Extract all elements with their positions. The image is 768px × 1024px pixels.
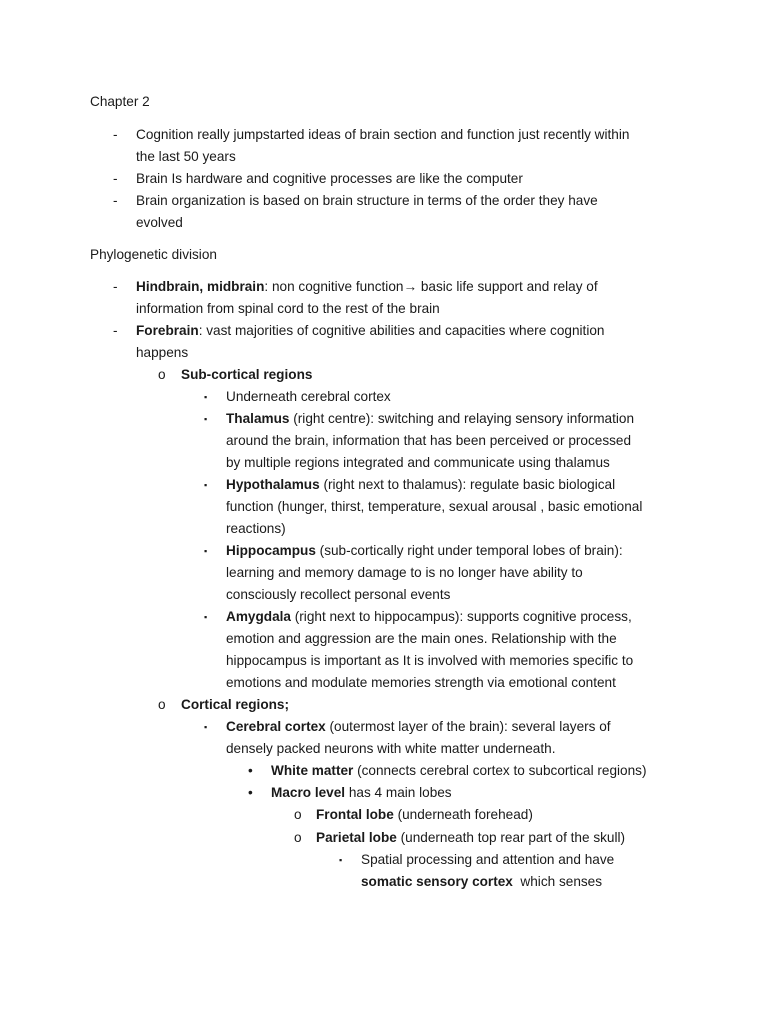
underneath-item: Underneath cerebral cortex — [226, 389, 391, 404]
cerebral-term: Cerebral cortex — [226, 719, 326, 734]
dash-marker: - — [113, 323, 118, 338]
somatic-sensory-term: somatic sensory cortex — [361, 874, 513, 889]
hindbrain-line-2: information from spinal cord to the rest of the brain — [136, 301, 440, 316]
hippocampus-line-2: learning and memory damage to is no longer have ability to — [226, 565, 583, 580]
parietal-lobe-term: Parietal lobe — [316, 830, 397, 845]
thalamus-line-3: by multiple regions integrated and communicate using thalamus — [226, 455, 610, 470]
dot-marker: • — [248, 763, 253, 778]
forebrain-term: Forebrain — [136, 323, 199, 338]
frontal-lobe-text: (underneath forehead) — [393, 807, 533, 822]
amygdala-line-2: emotion and aggression are the main ones. Relationship with the — [226, 631, 617, 646]
hindbrain-line-1 — [136, 277, 598, 297]
dash-marker: - — [113, 193, 118, 208]
parietal-lobe-line — [316, 828, 625, 848]
circle-marker: o — [158, 367, 166, 382]
dash-marker: - — [113, 127, 118, 142]
spatial-line-1: Spatial processing and attention and have — [361, 852, 615, 867]
spatial-line-2 — [361, 872, 602, 892]
forebrain-text: : vast majorities of cognitive abilities and capacities where cognition — [198, 323, 605, 338]
parietal-lobe-text: (underneath top rear part of the skull) — [396, 830, 626, 845]
hindbrain-term: Hindbrain, midbrain — [136, 279, 265, 294]
intro-bullet-1-line-2: the last 50 years — [136, 149, 236, 164]
thalamus-line-2: around the brain, information that has been perceived or processed — [226, 433, 632, 448]
dash-marker: - — [113, 171, 118, 186]
intro-bullet-1-line-1: Cognition really jumpstarted ideas of brain section and function just recently within — [136, 127, 630, 142]
square-marker: ▪ — [204, 480, 208, 490]
arrow-icon: → — [403, 279, 418, 294]
amygdala-text: (right next to hippocampus): supports cognitive process, — [290, 609, 632, 624]
thalamus-term: Thalamus — [226, 411, 290, 426]
amygdala-line-4: emotions and modulate memories strength via emotional content — [226, 675, 616, 690]
hypothalamus-line-2: function (hunger, thirst, temperature, sexual arousal , basic emotional — [226, 499, 643, 514]
square-marker: ▪ — [339, 855, 343, 865]
macro-level-term: Macro level — [271, 785, 346, 800]
intro-bullet-2: Brain Is hardware and cognitive processes are like the computer — [136, 171, 523, 186]
square-marker: ▪ — [204, 414, 208, 424]
square-marker: ▪ — [204, 612, 208, 622]
section-title: Phylogenetic division — [90, 247, 217, 262]
hippocampus-term: Hippocampus — [226, 543, 316, 558]
subcortical-title — [181, 365, 312, 385]
frontal-lobe-term: Frontal lobe — [316, 807, 394, 822]
intro-bullet-3-line-1: Brain organization is based on brain structure in terms of the order they have — [136, 193, 598, 208]
chapter-heading: Chapter 2 — [90, 94, 150, 109]
subcortical-term: Sub-cortical regions — [181, 367, 313, 382]
white-matter-line — [271, 761, 646, 781]
circle-marker: o — [158, 697, 166, 712]
hypothalamus-text: (right next to thalamus): regulate basic biological — [319, 477, 616, 492]
amygdala-line-1 — [226, 607, 632, 627]
forebrain-line-1 — [136, 321, 604, 341]
intro-bullet-3-line-2: evolved — [136, 215, 183, 230]
hypothalamus-line-3: reactions) — [226, 521, 286, 536]
hindbrain-text-2: basic life support and relay of — [417, 279, 598, 294]
cortical-title — [181, 695, 289, 715]
thalamus-text: (right centre): switching and relaying sensory information — [289, 411, 634, 426]
circle-marker: o — [294, 807, 302, 822]
forebrain-line-2: happens — [136, 345, 189, 360]
square-marker: ▪ — [204, 546, 208, 556]
spatial-text: which senses — [512, 874, 603, 889]
hindbrain-text: : non cognitive function — [264, 279, 404, 294]
dot-marker: • — [248, 785, 253, 800]
hippocampus-text: (sub-cortically right under temporal lobes of brain): — [315, 543, 623, 558]
hippocampus-line-3: consciously recollect personal events — [226, 587, 451, 602]
amygdala-line-3: hippocampus is important as It is involved with memories specific to — [226, 653, 634, 668]
square-marker: ▪ — [204, 722, 208, 732]
macro-level-text: has 4 main lobes — [345, 785, 452, 800]
white-matter-term: White matter — [271, 763, 354, 778]
hippocampus-line-1 — [226, 541, 623, 561]
cerebral-text: (outermost layer of the brain): several layers of — [325, 719, 611, 734]
cerebral-line-1 — [226, 717, 611, 737]
frontal-lobe-line — [316, 805, 533, 825]
cortical-term: Cortical regions; — [181, 697, 290, 712]
cerebral-line-2: densely packed neurons with white matter underneath. — [226, 741, 556, 756]
amygdala-term: Amygdala — [226, 609, 291, 624]
hypothalamus-line-1 — [226, 475, 615, 495]
hypothalamus-term: Hypothalamus — [226, 477, 320, 492]
circle-marker: o — [294, 830, 302, 845]
dash-marker: - — [113, 279, 118, 294]
white-matter-text: (connects cerebral cortex to subcortical regions) — [353, 763, 647, 778]
thalamus-line-1 — [226, 409, 634, 429]
macro-level-line — [271, 783, 452, 803]
square-marker: ▪ — [204, 392, 208, 402]
